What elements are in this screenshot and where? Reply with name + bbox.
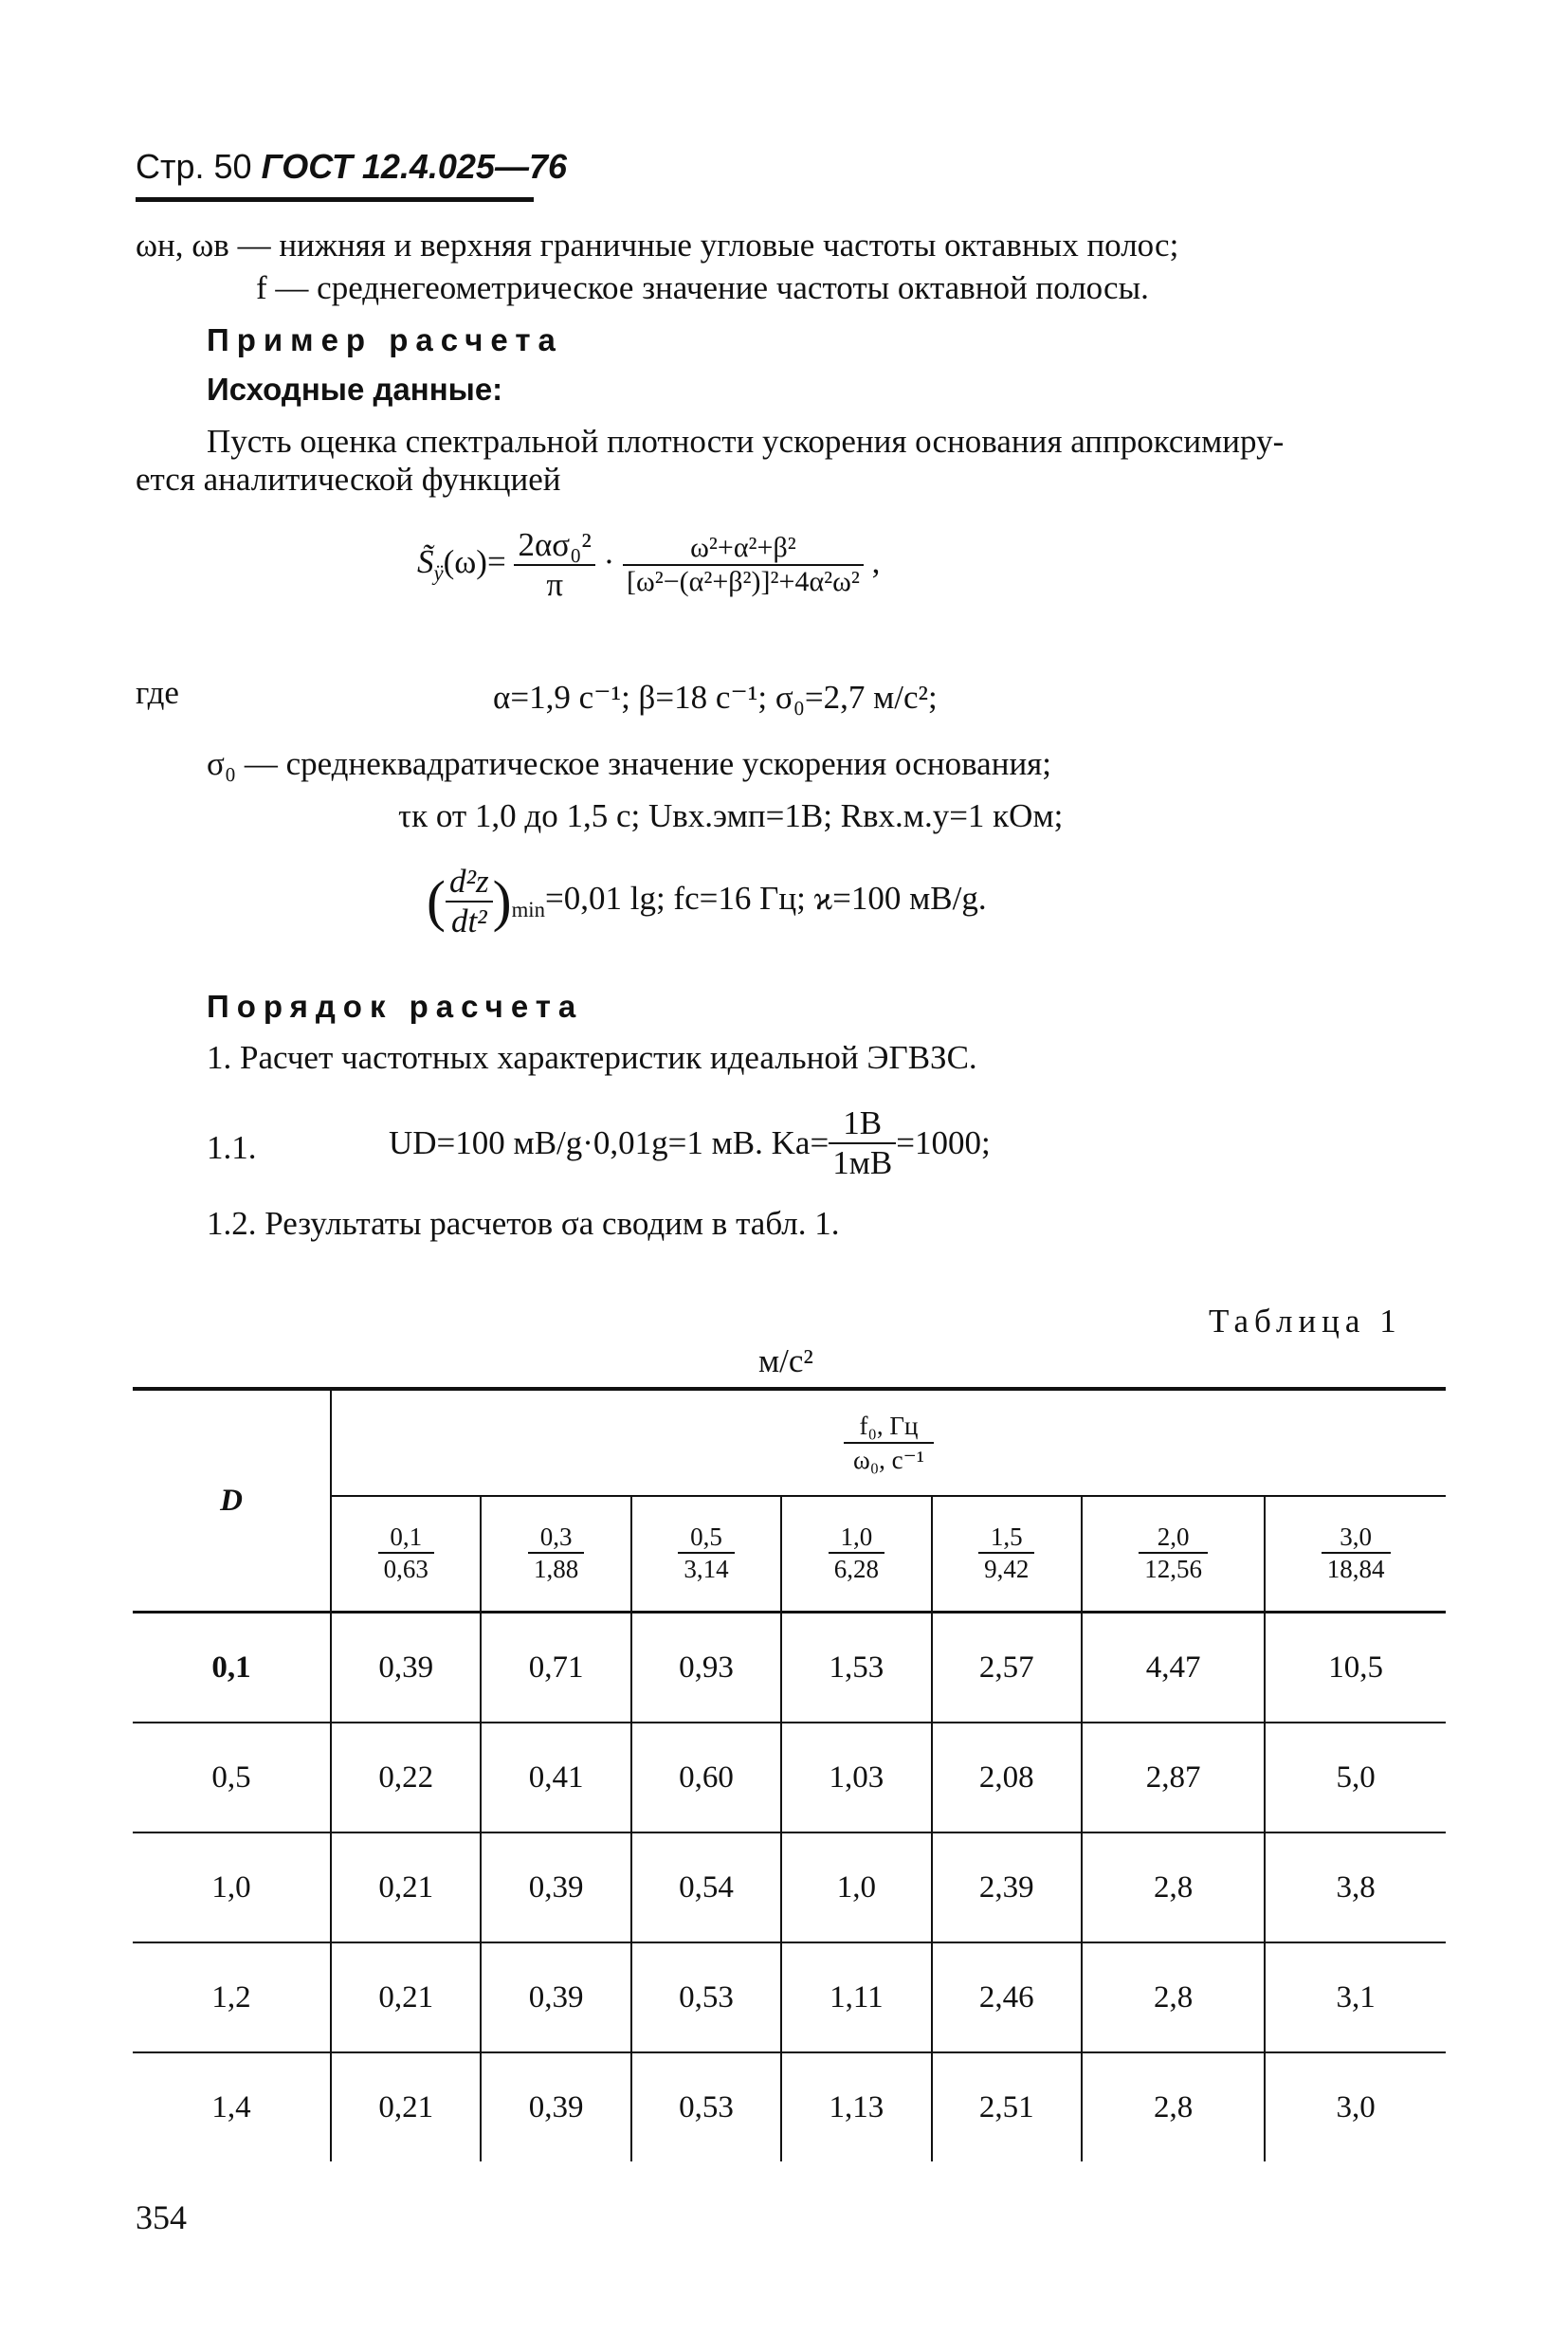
row-header-d: 1,2: [133, 1942, 331, 2052]
table-cell: 10,5: [1265, 1613, 1446, 1723]
definition-f: f — среднегеометрическое значение частоты октавной полосы.: [256, 269, 1149, 306]
step-1-1-formula: [389, 1104, 991, 1182]
column-header-1: [331, 1496, 481, 1613]
table-row: [133, 1832, 1446, 1942]
step-1-1-label: 1.1.: [207, 1129, 257, 1166]
table-cell: 2,8: [1082, 1832, 1265, 1942]
page-header: [136, 147, 567, 187]
table-cell: 0,21: [331, 1942, 481, 2052]
row-header-d: 0,5: [133, 1723, 331, 1832]
table-cell: 0,71: [481, 1613, 630, 1723]
page-number: 354: [136, 2198, 187, 2236]
results-table: [133, 1387, 1446, 2161]
row-header-d: 1,4: [211, 2089, 251, 2124]
step-1-1-text: UD=100 мВ/g·0,01g=1 мВ. Ka=: [389, 1124, 830, 1161]
column-angular-frequency: 6,28: [833, 1555, 879, 1583]
spectral-density-formula: $S̃_ÿ(\omega)=$ $\frac{\text{2ασ₀²}}{\pi}$ · $\frac{\text{ω²+α²+β²}}{\text{[ω²−(α²+β²)]²+4α²ω²}}$ ,: [417, 526, 881, 603]
column-frequency: 0,1: [378, 1522, 434, 1554]
table-cell: 0,21: [331, 2052, 481, 2161]
column-angular-frequency: 9,42: [984, 1555, 1030, 1583]
where-label: где: [136, 674, 179, 711]
table-cell: 1,0: [781, 1832, 931, 1942]
column-header-5: [932, 1496, 1082, 1613]
table-row: [133, 1613, 1446, 1723]
table-cell: 1,11: [781, 1942, 931, 2052]
parameters-line: α=1,9 с⁻¹; β=18 с⁻¹; σ₀=2,7 м/с²;: [493, 679, 938, 716]
table-cell: 0,53: [631, 1942, 781, 2052]
column-header-d: D: [133, 1389, 331, 1613]
table-cell: 0,54: [631, 1832, 781, 1942]
column-frequency: 0,3: [528, 1522, 584, 1554]
table-cell: 0,22: [331, 1723, 481, 1832]
step-1: 1. Расчет частотных характеристик идеальной ЭГВЗС.: [207, 1039, 977, 1076]
freq-header-f: f₀, Гц: [844, 1410, 934, 1444]
column-header-4: [781, 1496, 931, 1613]
page-label: Стр. 50: [136, 147, 252, 186]
table-cell: 2,57: [932, 1613, 1082, 1723]
table-cell: 3,1: [1265, 1942, 1446, 2052]
table-cell: 1,03: [781, 1723, 931, 1832]
column-header-6: [1082, 1496, 1265, 1613]
table-cell: 4,47: [1082, 1613, 1265, 1723]
table-cell: 2,87: [1082, 1723, 1265, 1832]
table-cell: 0,21: [331, 1832, 481, 1942]
column-angular-frequency: 1,88: [533, 1555, 579, 1583]
definition-omega: ωн, ωв — нижняя и верхняя граничные угловые частоты октавных полос;: [136, 227, 1179, 264]
column-angular-frequency: 18,84: [1326, 1555, 1385, 1583]
row-header-d: 1,0: [133, 1832, 331, 1942]
column-frequency: 0,5: [678, 1522, 734, 1554]
table-cell: 2,8: [1082, 2052, 1265, 2161]
step-1-2: 1.2. Результаты расчетов σa сводим в табл. 1.: [207, 1205, 840, 1242]
table-cell: 0,39: [331, 1613, 481, 1723]
table-cell: 2,39: [932, 1832, 1082, 1942]
header-rule: [136, 197, 534, 202]
table-cell: 3,8: [1265, 1832, 1446, 1942]
column-frequency: 2,0: [1139, 1522, 1208, 1554]
freq-header-w: ω₀, с⁻¹: [852, 1445, 924, 1474]
standard-number: ГОСТ 12.4.025—76: [261, 147, 567, 186]
table-cell: 0,39: [481, 1832, 630, 1942]
step-1-1-den: 1мВ: [832, 1144, 893, 1181]
acceleration-values: =0,01 lg; fc=16 Гц; ϰ=100 мВ/g.: [545, 880, 987, 918]
frequency-header: [331, 1389, 1446, 1496]
table-row: [133, 2052, 1446, 2161]
row-header-d: 0,1: [133, 1613, 331, 1723]
column-frequency: 1,0: [829, 1522, 884, 1554]
tau-line: τк от 1,0 до 1,5 с; Uвх.эмп=1В; Rвх.м.у=1 кОм;: [398, 797, 1064, 834]
table-cell: 0,93: [631, 1613, 781, 1723]
table-cell: 0,41: [481, 1723, 630, 1832]
table-title: Таблица 1: [1209, 1303, 1402, 1340]
sigma-definition: σ₀ — среднеквадратическое значение ускорения основания;: [207, 745, 1051, 782]
table-cell: 1,53: [781, 1613, 931, 1723]
table-cell: 0,39: [481, 1942, 630, 2052]
table-row: [133, 1723, 1446, 1832]
intro-line-1: Пусть оценка спектральной плотности ускорения основания аппроксимиру-: [207, 423, 1285, 460]
column-frequency: 1,5: [978, 1522, 1034, 1554]
input-data-heading: Исходные данные:: [207, 372, 503, 407]
intro-line-2: ется аналитической функцией: [136, 461, 561, 498]
acceleration-line: ( $\frac{\text{d²z}}{\text{dt²}}$ )$_{min}=0,01$ lg; fc=16 Гц; ϰ=100 мВ/g.: [427, 863, 987, 939]
table-cell: 0,39: [481, 2052, 630, 2161]
column-header-7: [1265, 1496, 1446, 1613]
column-angular-frequency: 12,56: [1144, 1555, 1202, 1583]
table-cell: 2,08: [932, 1723, 1082, 1832]
table-row: [133, 1942, 1446, 2052]
example-heading: Пример расчета: [207, 322, 563, 357]
column-angular-frequency: 3,14: [684, 1555, 729, 1583]
table-cell: 0,53: [631, 2052, 781, 2161]
table-cell: 3,0: [1265, 2052, 1446, 2161]
step-1-1-num: 1В: [829, 1104, 896, 1144]
procedure-heading: Порядок расчета: [207, 989, 584, 1024]
column-header-3: [631, 1496, 781, 1613]
table-cell: 1,13: [781, 2052, 931, 2161]
table-cell: 2,46: [932, 1942, 1082, 2052]
column-angular-frequency: 0,63: [383, 1555, 428, 1583]
column-header-2: [481, 1496, 630, 1613]
table-cell: 2,51: [932, 2052, 1082, 2161]
table-cell: 5,0: [1265, 1723, 1446, 1832]
column-frequency: 3,0: [1322, 1522, 1391, 1554]
table-unit: м/с²: [758, 1342, 813, 1379]
table-cell: 2,8: [1082, 1942, 1265, 2052]
table-cell: 0,60: [631, 1723, 781, 1832]
step-1-1-result: =1000;: [896, 1124, 991, 1161]
